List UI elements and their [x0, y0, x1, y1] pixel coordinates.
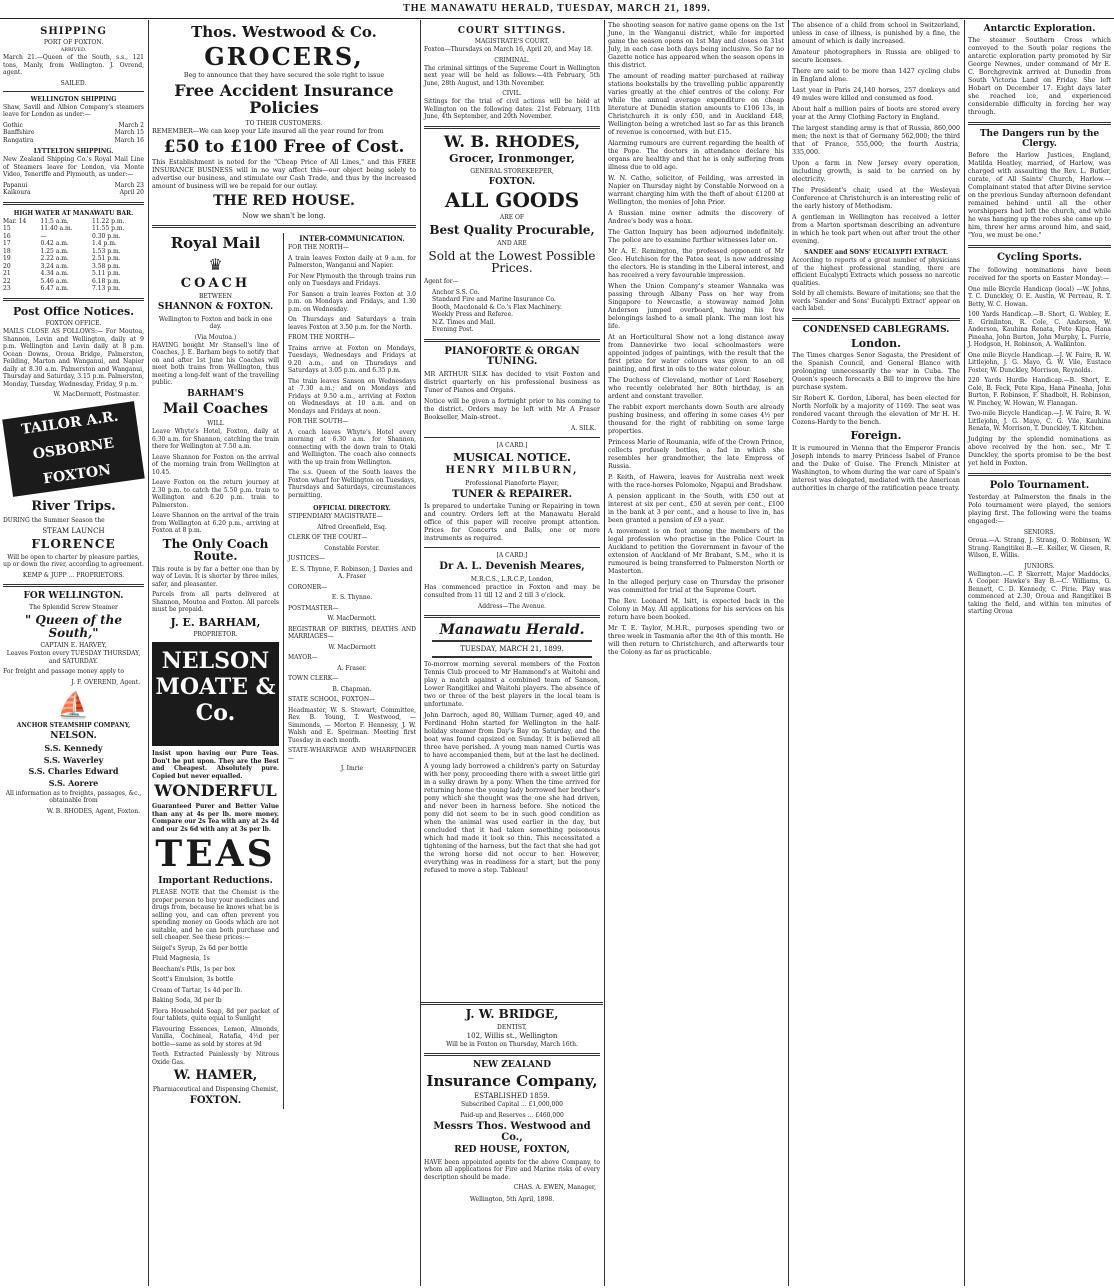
tuner-heading: TUNER & REPAIRER.: [451, 488, 573, 500]
news-paragraph: A gentleman in Wellington has received a letter from a Marton sportsman describing an adventure in which he took part when out after trout the other evening.: [792, 214, 960, 245]
will-label: WILL: [207, 420, 224, 428]
cycling-heading: Cycling Sports.: [996, 252, 1083, 264]
via-moutoa: (Via Moutoa.): [194, 333, 237, 341]
meares-text: Has commenced practice in Foxton and may be consulted from 11 till 12 and 2 till 3 o'clock.: [424, 583, 600, 599]
rhodes-foxton: FOXTON.: [488, 176, 536, 187]
herald-paragraph: John Darroch, aged 80, William Turner, aged 49, and Ferdinand Hohn started for Wellington in the half-holiday steamer from Day's Bay on Saturday, and the boat was found capsized on Sunday. It is believed all three have perished. A young man named Curtis was to have accompanied them, but at the last he declined.: [424, 712, 600, 760]
tide-row: 18 1.25 a.m. 1.53 p.m.: [3, 247, 121, 255]
grocer-ironmonger: Grocer, Ironmonger,: [449, 152, 575, 166]
shipping-heading: SHIPPING: [40, 26, 107, 37]
nz-label: NEW ZEALAND: [472, 1060, 552, 1071]
price-item: Seigel's Syrup, 2s 6d per bottle: [152, 944, 248, 952]
news-paragraph: A Russian mine owner admits the discovery of Andree's body was a hoax.: [608, 210, 784, 225]
foreign-heading: Foreign.: [850, 429, 902, 443]
antarctic-text: The steamer Southern Cross which conveyed to the South polar regions the antarctic exploration party promoted by Sir George Newnes, under command of Mr E. C. Borchgrevink arrived at Dunedin from South Victoria Land on Friday. She left Hobart on December 17. Eight days later she reached ice, and experienced considerable difficulty in forcing her way through.: [968, 37, 1111, 117]
dentist-label: DENTIST,: [497, 1023, 527, 1031]
news-paragraph: Last year in Paris 24,140 horses, 257 donkeys and 49 mules were killed and consumed as food.: [792, 87, 960, 102]
price-item: Flora Household Soap, 8d per packet of four tablets, quite equal to Sunlight: [152, 1007, 279, 1023]
red-house-heading: THE RED HOUSE.: [213, 193, 355, 210]
launch-text: Will be open to charter by pleasure parties, up or down the river, according to agreement.: [3, 553, 144, 569]
ewen-signature: CHAS. A. EWEN, Manager,: [513, 1184, 596, 1192]
meares-address: Address—The Avenue.: [477, 602, 547, 610]
grocers-heading: GROCERS,: [204, 41, 364, 71]
and-are-label: AND ARE: [497, 239, 527, 247]
column-3-lower: [421, 1002, 603, 1286]
tide-row: 16 — 0.30 p.m.: [3, 232, 121, 240]
column-4: [605, 22, 787, 1284]
agency-item: Anchor S.S. Co.: [432, 288, 480, 296]
post-office-text: MAILS CLOSE AS FOLLOWS:— For Moutoa, Shannon, Levin and Wellington, daily at 9 p.m. Wellington and Levin daily at 8 p.m. Ocean Downs, Oroua Bridge, Palmerston, Feilding, Marton and Wanganui, and Napier daily at 8.30 a.m. Palmerston and Wanganui, Thursday and Saturday, 3.15 p.m. Palmerston, Monday, Tuesday, Wednesday, Friday, 9 p.m.: [3, 328, 145, 388]
column-2: Thos. Westwood & Co. GROCERS, Beg to announce that they have secured the sole right to issue Free Accident Insurance Policies TO THEIR CUSTOMERS. REMEMBER—We can keep your Life insured all the year round for from £50 to £100 Free of Cost. This Establishment is noted for the "Cheap Price of All Lines," and this FREE INSURANCE BUSINESS will in no way affect this—our object being solely to advertise our business, and stimulate our Cash Trade, and thus by the increased amount of business will we be repaid for our outlay. THE RED HOUSE. Now we shan't be long. Royal Mail ♛ COACH BETWEEN SHANNON & FOXTON. Wellington to Foxton and back in one day. (Via Moutoa.) HAVING bought Mr Stansell's line of Coaches, J. E. Barham begs to notify that on and after 1st June his Coaches will meet both trains from Wellington, thus meeting a long-felt want of the travelling public. BARHAM'S Mail Coaches WILL Leave Whyte's Hotel, Foxton, daily at 6.30 a.m. for Shannon, catching the train there for Wellington at 7.50 a.m. Leave Shannon for Foxton on the arrival of the morning train from Wellington at 10.45. Leave Foxton on the return journey at 2.30 p.m. to catch the 5.50 p.m. train to Wellington and 6.20 p.m. train to Palmerston. Leave Shannon on the arrival of the train from Wellington at 6.20 p.m., arriving at Foxton at 8 p.m. The Only Coach Route. This route is by far a better one than by way of Levin. It is shorter by three miles, safer, and pleasanter. Parcels from all parts delivered at Shannon, Moutoa and Foxton. All parcels must be prepaid. J. E. BARHAM, PROPRIETOR. NELSON MOATE & Co. Insist upon having our Pure Teas. Don't be put upon. They are the Best and Cheapest. Absolutely pure. Copied but never equalled. WONDERFUL Guaranteed Purer and Better Value than any at 4s per lb. more money. Compare our 2s Tea with any at 2s 4d and our 2s 6d with any at 3s per lb. TEAS Important Reductions. PLEASE NOTE that the Chemist is the proper person to buy your medicines and drugs from, because he knows what he is selling you, and can often prevent you spending money on Goods which are not suitable, and he can both purchase and sell cheaper. See these prices:— Seigel's Syrup, 2s 6d per bottle Fluid Magnesia, 1s Beecham's Pills, 1s per box Scott's Emulsion, 3s bottle Cream of Tartar, 1s 4d per lb. Baking Soda, 3d per lb Flora Household Soap, 8d per packet of four tablets, quite equal to Sunlight Flavouring Essences, Lemon, Almonds, Vanilla, Cochineal, Ratafia, 4½d per bottle—same as sold by stores at 9d Teeth Extracted Painlessly by Nitrous Oxide Gas. W. HAMER, Pharmaceutical and Dispensing Chemist, FOXTON. INTER-COMMUNICATION. FOR THE NORTH— A train leaves Foxton daily at 9 a.m. for Palmerston, Wanganui and Napier. For New Plymouth the through trains run only on Tuesdays and Fridays. For Sanson a train leaves Foxton at 3.0 p.m. on Mondays and Fridays, and 1.30 p.m. on Wednesday. On Thursdays and Saturdays a train leaves Foxton at 3.50 p.m. for the North. FROM THE NORTH— Trains arrive at Foxton on Mondays, Tuesdays, Wednesdays and Fridays at 9.20 a.m., and on Thursdays and Saturdays at 3.05 p.m. and 6.35 p.m. The train leaves Sanson on Wednesdays at 7.30 a.m.; and on Mondays and Fridays at 9.50 a.m., arriving at Foxton on Wednesdays at 10 a.m. and on Mondays and Fridays at noon. FOR THE SOUTH— A coach leaves Whyte's Hotel every morning at 6.30 a.m. for Shannon, connecting with the down train to Otaki and Wellington. The coach also connects with the up train from Wellington. The s.s. Queen of the South leaves the Foxton wharf for Wellington on Tuesdays, Thursdays and Saturdays, circumstances permitting. OFFICIAL DIRECTORY. STIPENDIARY MAGISTRATE— Alfred Greenfield, Esq. CLERK OF THE COURT— Constable Forster. JUSTICES— E. S. Thynne, F. Robinson, J. Davies and A. Fraser CORONER— E. S. Thynne. POSTMASTER— W. MacDermott. REGISTRAR OF BIRTHS, DEATHS AND MARRIAGES— W. MacDermott MAYOR— A. Fraser. TOWN CLERK— B. Chapman. STATE SCHOOL, FOXTON— Headmaster, W. S. Stewart; Committee, Rev. B. Young, T. Westwood, — Simmonds, — Morton F. Hennessy, J. W. Walsh and E. Speirman. Meeting first Tuesday in each month. STATE-WHARFAGE AND WHARFINGER— J. Imrie: [149, 22, 419, 1284]
news-paragraph: Upon a farm in New Jersey every operation, including growth, is said to be carried on by electricity.: [792, 160, 960, 183]
tide-row: 15 11.40 a.m. 11.55 p.m.: [3, 225, 125, 232]
news-paragraph: At an Horticultural Show not a long distance away from Dannevirke two local schoolmasters were appointed judges of paintings, with the result that the first prize for water colours was given to an oil painting, and first in oils to the water colour.: [608, 334, 784, 373]
only-coach-text: This route is by far a better one than by way of Levin. It is shorter by three miles, safer, and pleasanter.: [152, 565, 279, 588]
ship-icon: ⛵: [57, 690, 90, 721]
london-text: The Times charges Senor Sagasta, the President of the Spanish Council, and General Blanco with prolonging unnecessarily the war in Cuba. The Queen's speech forecasts a Bill to improve the hire purchase system.: [792, 352, 960, 392]
civil-heading: CIVIL.: [502, 90, 522, 97]
port-heading: PORT OF FOXTON.: [43, 39, 104, 46]
criminal-heading: CRIMINAL.: [494, 56, 530, 64]
card-label: [A CARD.]: [496, 552, 528, 560]
sailing-row: Kaikoura April 20: [3, 189, 144, 196]
seniors-label: SENIORS.: [1023, 529, 1056, 537]
herald-paragraph: A young lady borrowed a children's party on Saturday with her pony, proceeding there with a sweet little girl in a sulky drawn by a pony. When the time arrived for returning home the young lady borrowed her brother's pony which she thought was the one she had driven, and never been in harness before. She noticed the pony did not seem to be in such good condition as when the animal was used earlier in the day, but concluded that it had taken something poisonous which had made it look so thin. This necessitated a tightening of the harness, but the fact that she had got the wrong horse did not occur to her. However, everything was in readiness for a start, but the pony refused to move a step. Tableau!: [424, 763, 600, 875]
rhodes-heading: W. B. RHODES,: [443, 131, 581, 151]
arrived-text: March 21.—Queen of the South, s.s., 121 tons, Manly, from Wellington. J. Ovrend, agent.: [3, 54, 144, 76]
musical-notice-heading: MUSICAL NOTICE.: [453, 450, 571, 464]
news-paragraph: A pension applicant in the South, with £50 out at interest at six per cent., £50 at seven per cent., £100 in the bank at 3 per cent., and a house to live in, has been granted a pension of £9 a year.: [608, 493, 784, 524]
sandee-text: Sold by all chemists. Beware of imitations; see that the words 'Sander and Sons' Eucalypti Extract' appear on each label.: [792, 290, 960, 312]
captain-name: CAPTAIN E. HARVEY,: [40, 642, 107, 650]
price-item: Baking Soda, 3d per lb: [152, 997, 222, 1005]
lowest-prices: Sold at the Lowest Possible Prices.: [428, 248, 596, 276]
agency-item: Weekly Press and Referee.: [432, 311, 514, 319]
news-paragraph: Alarming rumours are current regarding the health of the Pope. The doctors in attendance declare his organs are healthy and that he is only suffering from illness due to old age.: [608, 140, 784, 171]
agency-item: N.Z. Times and Mail.: [432, 318, 496, 326]
anchor-text: All information as to freights, passages, &c., obtainable from: [5, 789, 142, 805]
price-item: Flavouring Essences, Lemon, Almonds, Vanilla, Cochineal, Ratafia, 4½d per bottle—same as sold by stores at 9d: [152, 1025, 279, 1048]
tide-row: 23 6.47 a.m. 7.13 p.m.: [3, 285, 121, 292]
nelson-label: NELSON.: [50, 730, 97, 741]
tide-table: [3, 218, 144, 293]
tide-row: 20 3.24 a.m. 3.58 p.m.: [3, 262, 121, 270]
tide-row: 21 4.34 a.m. 5.11 p.m.: [3, 270, 121, 277]
only-coach-heading: The Only Coach Route.: [162, 536, 269, 564]
best-quality: Best Quality Procurable,: [429, 223, 595, 238]
tide-row: Mar. 14 11.5 a.m. 11.22 p.m.: [3, 217, 125, 225]
agency-item: Standard Fire and Marine Insurance Co.: [432, 296, 556, 304]
anchor-heading: ANCHOR STEAMSHIP COMPANY,: [16, 721, 131, 729]
antarctic-heading: Antarctic Exploration.: [983, 24, 1096, 34]
shall-not-text: Now we shan't be long.: [242, 212, 326, 221]
nelson-moate-logo: NELSON MOATE & Co.: [152, 642, 279, 746]
coach-time: Leave Shannon on the arrival of the train from Wellington at 6.20 p.m., arriving at Foxton at 8 p.m.: [152, 512, 279, 535]
news-paragraph: The President's chair, used at the Wesleyan Conference at Christchurch is an interesting relic of the early history of Methodism.: [792, 187, 960, 210]
remember-text: REMEMBER—We can keep your Life insured all the year round for from: [152, 127, 384, 135]
messrs-westwood: Messrs Thos. Westwood and Co.,: [433, 1121, 591, 1143]
parcels-text: Parcels from all parts delivered at Shannon, Moutoa and Foxton. All parcels must be prepaid.: [152, 591, 279, 614]
anchor-ship: S.S. Waverley: [43, 754, 104, 765]
insurance-heading: Free Accident Insurance Policies: [174, 80, 394, 117]
news-paragraph: The Duchess of Cleveland, mother of Lord Rosebery, who recently celebrated her 80th birthday, is an ardent and constant traveller.: [608, 377, 784, 400]
news-paragraph: P. Keith, of Hawera, leaves for Australia next week with the race-horses Polomoko, Ngapui and Bradshaw.: [608, 474, 784, 489]
silk-signature: A. SILK.: [570, 424, 596, 432]
sandee-heading: SANDEE and SONS' EUCALYPTI EXTRACT.: [804, 249, 948, 256]
coach-time: Leave Shannon for Foxton on the arrival of the morning train from Wellington at 10.45.: [152, 453, 279, 476]
anchor-ship: S.S. Charles Edward: [28, 766, 119, 777]
anchor-ship: S.S. Aorere: [48, 777, 99, 788]
piano-text: MR ARTHUR SILK has decided to visit Foxton and district quarterly on his professional business as Tuner of Pianos and Organs.: [424, 370, 600, 394]
milburn-sub: Professional Pianoforte Player,: [465, 479, 559, 487]
price-item: Teeth Extracted Painlessly by Nitrous Oxide Gas.: [152, 1051, 279, 1066]
freight-text: For freight and passage money apply to: [3, 668, 124, 676]
for-wellington-heading: FOR WELLINGTON.: [23, 590, 124, 601]
to-customers: TO THEIR CUSTOMERS.: [245, 119, 323, 127]
hamer-name: W. HAMER,: [173, 1068, 258, 1084]
bridge-name: J. W. BRIDGE,: [465, 1007, 559, 1021]
nelson-text: Insist upon having our Pure Teas. Don't be put upon. They are the Best and Cheapest. Absolutely pure. Copied but never equalled.: [152, 750, 279, 780]
between-label: BETWEEN: [199, 293, 232, 301]
kemp-jupp: KEMP & JUPP ... PROPRIETORS.: [22, 571, 125, 579]
westwood-heading: Thos. Westwood & Co.: [191, 23, 377, 41]
post-office-heading: Post Office Notices.: [12, 304, 135, 318]
wonderful-heading: WONDERFUL: [154, 781, 277, 801]
magistrate-heading: MAGISTRATE'S COURT.: [474, 38, 550, 45]
price-item: Beecham's Pills, 1s per box: [152, 965, 236, 973]
cycling-event: 220 Yards Hurdle Handicap.—B. Short, E. Cole, B. Feck, Pete Kipa, Hana Pineaha, John Burton, F. Robinson, F. Shadbolt, H. Robinson, W. Pinchey, W. Howan, W. Flanagan.: [968, 377, 1111, 407]
sailing-row: Banffshire March 15: [3, 129, 144, 136]
price-item: Fluid Magnesia, 1s: [152, 955, 210, 963]
proprietor-label: PROPRIETOR.: [193, 631, 238, 639]
price-item: Cream of Tartar, 1s 4d per lb.: [152, 986, 243, 994]
cycling-event: Two-mile Bicycle Handicap.—J. W. Faire, R. W. Littlejohn, J. G. Mayo, C. G. Vile, Kauhina Renata, W. Morrison, T. Dunckley, T. Kitchen.: [968, 410, 1111, 433]
sailed-label: SAILED.: [60, 79, 87, 87]
news-paragraph: Princess Marie of Roumania, wife of the Crown Prince, collects profusely bottles, a fad in which she resembles her grandmother, the late Empress of Russia.: [608, 439, 784, 470]
news-paragraph: The absence of a child from school in Switzerland, unless in case of illness, is punished by a fine, the amount of which is daily increased.: [792, 22, 960, 45]
tide-row: 22 5.46 a.m. 6.18 p.m.: [3, 277, 121, 285]
splendid-text: The Splendid Screw Steamer: [29, 604, 118, 612]
news-paragraph: About half a million pairs of boots are stored every year at the Army Clothing Factory in England.: [792, 106, 960, 121]
red-house-foxton: RED HOUSE, FOXTON,: [454, 1145, 570, 1156]
news-paragraph: Mr T. E. Taylor, M.H.R., purposes spending two or three week in Tasmania after the 4th of this month. He will then return to Christchurch, and afterwards tour the Colony as far as practicable.: [608, 625, 784, 656]
agency-item: Booth, Macdonald & Co.'s Flax Machinery.: [432, 303, 562, 311]
queen-of-south: " Queen of the South,": [24, 613, 123, 640]
criminal-text: The criminal sittings of the Supreme Court in Wellington next year will be held as follows:—4th February, 5th June, 28th August, and 13th November.: [424, 64, 600, 87]
cycling-note: Judging by the splendid nominations as above received by the hon. sec., Mr T. Dunckley, the sports promise to be the best yet held in Foxton.: [968, 435, 1111, 467]
tide-row: 19 2.22 a.m. 2.51 p.m.: [3, 255, 121, 262]
cycling-event: One mile Bicycle Handicap.—J. W. Faire, R. W. Littlejohn, J. G. Mayo, G. W. Vile, Eustace Foster, W. Dunckley, Morrison, Reynolds.: [968, 351, 1111, 374]
court-text: Foxton—Thursdays on March 16, April 20, and May 18.: [424, 46, 593, 53]
court-heading: COURT SITTINGS.: [457, 26, 567, 36]
inter-communication-heading: INTER-COMMUNICATION.: [299, 234, 405, 244]
news-paragraph: The shooting season for native game opens on the 1st June, in the Wanganui district, while for imported game the season opens on 1st May and closes on 31st July, in each case both days being inclusive. So far no Gazette notice has appeared when the season opens in this district.: [608, 22, 784, 69]
reserve-text: Paid-up and Reserves ... £460,000: [460, 1111, 564, 1119]
tide-heading: HIGH WATER AT MANAWATU BAR.: [13, 209, 134, 217]
coach-time: Leave Whyte's Hotel, Foxton, daily at 6.30 a.m. for Shannon, catching the train there for Wellington at 7.50 a.m.: [152, 428, 279, 451]
hamer-sub: Pharmaceutical and Dispensing Chemist,: [152, 1085, 279, 1093]
river-text: DURING the Summer Season the: [3, 516, 105, 524]
news-paragraph: Mr A. E. Remington, the professed opponent of Mr Geo. Hutchison for the Patea seat, is now addressing the electors. He is standing in the Liberal interest, and has received a very favourable impression.: [608, 248, 784, 279]
post-office-sub: FOXTON OFFICE.: [45, 320, 102, 328]
seniors-text: Oroua.—A. Strang, J. Strang, O. Robinson, W. Strang. Rangitikei B.—E. Keiller, W. Giesen, R. Wilson, E. Willis.: [968, 537, 1111, 560]
overend-signature: J. F. OVEREND, Agent.: [71, 678, 140, 686]
news-paragraph: A movement is on foot among the members of the legal profession who practise in the Police Court in Auckland to petition the Government in favour of the extension of Auckland of Mr Brabant, S.M., who it is rumoured is being transferred to Palmerston North or Masterton.: [608, 528, 784, 575]
river-trips-heading: River Trips.: [31, 499, 116, 515]
hamer-foxton: FOXTON.: [189, 1094, 242, 1106]
column-5: [789, 22, 963, 1284]
sailing-row: Papanui March 23: [3, 181, 144, 189]
shannon-foxton: SHANNON & FOXTON.: [157, 302, 274, 313]
establishment-text: This Establishment is noted for the "Cheap Price of All Lines," and this FREE INSURANCE BUSINESS will in no way affect this—our object being solely to advertise our business, and stimulate our Cash Trade, and thus by the increased amount of business will we be repaid for our outlay.: [152, 159, 416, 191]
news-paragraph: In the alleged perjury case on Thursday the prisoner was committed for trial at the Supreme Court.: [608, 579, 784, 594]
grocers-text: Beg to announce that they have secured the sole right to issue: [183, 71, 385, 79]
wellington-date: Wellington, 5th April, 1898.: [469, 1196, 555, 1204]
important-heading: Important Reductions.: [158, 875, 273, 886]
important-text: PLEASE NOTE that the Chemist is the proper person to buy your medicines and drugs from, because he knows what he is selling you, and can often prevent you spending money on Goods which are not suitable, and he can both purchase and sell cheaper. See these prices:—: [152, 889, 279, 942]
news-paragraph: The Rev. Leonard M. Isitt, is expected back in the Colony in May. All applications for his services on his return have been booked.: [608, 598, 784, 621]
column-6: [965, 22, 1114, 1284]
wellington-shipping-heading: WELLINGTON SHIPPING: [30, 95, 117, 103]
agent-for-label: Agent for—: [424, 278, 459, 286]
launch-name: FLORENCE: [31, 537, 116, 552]
royal-mail-heading: Royal Mail: [170, 234, 261, 253]
anchor-ship: S.S. Kennedy: [44, 743, 103, 754]
juniors-label: JUNIORS.: [1024, 562, 1055, 570]
herald-date: TUESDAY, MARCH 21, 1899.: [460, 645, 564, 654]
lyttelton-heading: LYTTELTON SHIPPING.: [33, 148, 114, 155]
crown-icon: ♛: [208, 254, 223, 274]
tailor-logo: TAILOR A.R. OSBORNE FOXTON: [2, 401, 145, 497]
established-label: ESTABLISHED 1859.: [474, 1092, 550, 1101]
postmaster-signature: W. MacDermott, Postmaster.: [53, 391, 140, 399]
card-label: [A CARD.]: [496, 441, 528, 449]
sandee-text: According to reports of a great number of physicians of the highest professional standing, there are efficient Eucalypti Extracts which possess no narcotic qualities.: [792, 257, 960, 287]
milburn-name: HENRY MILBURN,: [445, 465, 579, 477]
coach-time: Leave Foxton on the return journey at 2.30 p.m. to catch the 5.50 p.m. train to Wellington and 6.20 p.m. train to Palmerston.: [152, 479, 279, 509]
coach-text: Wellington to Foxton and back in one day.: [158, 315, 273, 331]
bridge-address: 102, Willis st., Wellington: [466, 1031, 558, 1040]
agency-item: Evening Post.: [432, 326, 474, 334]
polo-heading: Polo Tournament.: [989, 479, 1090, 491]
teas-heading: TEAS: [155, 833, 276, 876]
having-text: HAVING bought Mr Stansell's line of Coaches, J. E. Barham begs to notify that on and after 1st June his Coaches will meet both trains from Wellington, thus meeting a long-felt want of the travelling public.: [152, 341, 279, 387]
general-storekeeper: GENERAL STOREKEEPER,: [470, 167, 554, 175]
leaves-text: Leaves Foxton every TUESDAY THURSDAY, and SATURDAY.: [6, 650, 141, 665]
cycling-text: The following nominations have been received for the sports on Easter Monday:—: [968, 266, 1111, 282]
price-item: Scott's Emulsion, 3s bottle: [152, 976, 234, 984]
bridge-text: Will be in Foxton on Thursday, March 16th.: [446, 1040, 578, 1048]
all-goods-heading: ALL GOODS: [444, 188, 580, 213]
launch-label: STEAM LAUNCH: [42, 527, 105, 536]
news-paragraph: The largest standing army is that of Russia, 860,000 men; the next is that of Germany 562,000; the third that of France, 555,000; the fourth Austria, 335,000.: [792, 125, 960, 156]
news-paragraph: Amateur photographers in Russia are obliged to secure licenses.: [792, 49, 960, 64]
news-paragraph: The rabbit export merchants down South are already pushing business, and offering in some cases 4½ per thousand for the right of rabbiting on some large properties.: [608, 404, 784, 435]
london-text: Sir Robert K. Gordon, Liberal, has been elected for North Norfolk by a majority of 1169. The seat was rendered vacant through the elevation of Mr H. H. Cozens-Hardy to the bench.: [792, 395, 960, 427]
capital-text: Subscribed Capital ... £1,000,000: [461, 1101, 563, 1109]
barham-name: J. E. BARHAM,: [170, 615, 261, 629]
london-heading: London.: [851, 336, 901, 350]
are-of-label: ARE OF: [499, 214, 525, 222]
mail-coaches-heading: Mail Coaches: [162, 401, 269, 418]
news-paragraph: The amount of reading matter purchased at railway stations bookstalls by the travelling public apparently varies greatly at the chief centres of the colony. For while the annual average expenditure on cheap literature at Dunedin station amounts to £106 13s, in Christchurch it is only £50, and in Auckland £48, Wellington being a wretched last so far as this branch of revenue is concerned, with but £15.: [608, 73, 784, 136]
column-1: SHIPPING PORT OF FOXTON. ARRIVED. March 21.—Queen of the South, s.s., 121 tons, Manly, from Wellington. J. Ovrend, agent. SAILED. WELLINGTON SHIPPING Shaw, Savill and Albion Company's steamers leave for London as under:— Gothic March 2 Banffshire March 15 Rangatira March 16 LYTTELTON SHIPPING. New Zealand Shipping Co.'s Royal Mail Line of Steamers leave for London, via Monte Video, Teneriffe and Plymouth, as under:— Papanui March 23 Kaikoura April 20 HIGH WATER AT MANAWATU BAR. Mar. 14 11.5 a.m. 11.22 p.m. 15 11.40 a.m. 11.55 p.m. 16 — 0.30 p.m. 17 0.42 a.m. 1.4 p.m. 18 1.25 a.m. 1.53 p.m. 19 2.22 a.m. 2.51 p.m. 20 3.24 a.m. 3.58 p.m. 21 4.34 a.m. 5.11 p.m. 22 5.46 a.m. 6.18 p.m. 23 6.47 a.m. 7.13 p.m. Post Office Notices. FOXTON OFFICE. MAILS CLOSE AS FOLLOWS:— For Moutoa, Shannon, Levin and Wellington, daily at 9 p.m. Wellington and Levin daily at 8 p.m. Ocean Downs, Oroua Bridge, Palmerston, Feilding, Marton and Wanganui, and Napier daily at 8.30 a.m. Palmerston and Wanganui, Thursday and Saturday, 3.15 p.m. Palmerston, Monday, Tuesday, Wednesday, Friday, 9 p.m. W. MacDermott, Postmaster. TAILOR A.R. OSBORNE FOXTON River Trips. DURING the Summer Season the STEAM LAUNCH FLORENCE Will be open to charter by pleasure parties, up or down the river, according to agreement. KEMP & JUPP ... PROPRIETORS. FOR WELLINGTON. The Splendid Screw Steamer " Queen of the South," CAPTAIN E. HARVEY, Leaves Foxton every TUESDAY THURSDAY, and SATURDAY. For freight and passage money apply to J. F. OVEREND, Agent. ⛵ ANCHOR STEAMSHIP COMPANY, NELSON. S.S. Kennedy S.S. Waverley S.S. Charles Edward S.S. Aorere All information as to freights, passages, &c., obtainable from W. B. RHODES, Agent, Foxton.: [3, 26, 145, 815]
insurance-company-heading: Insurance Company,: [426, 1071, 598, 1090]
polo-text: Yesterday at Palmerston the finals in the Polo tournament were played, the seniors playing first. The following were the teams engaged:—: [968, 494, 1111, 526]
coach-heading: COACH: [180, 275, 251, 291]
meares-sub: M.R.C.S., L.R.C.P., London,: [470, 575, 554, 583]
juniors-text: Wellington.—C. P. Skerrett, Major Maddocks, A Cooper. Hawke's Bay B.—C. Williams, G. Bennett, C. D. Kennedy, C. Pirie. Play was commenced at 2.30, Oroua and Rangitikei B taking the field, and within ten minutes of starting Oroua: [968, 570, 1111, 616]
sailing-row: Gothic March 2: [3, 121, 144, 129]
herald-title: Manawatu Herald.: [439, 621, 585, 638]
amount-heading: £50 to £100 Free of Cost.: [163, 136, 405, 157]
meares-name: Dr A. L. Devenish Meares,: [439, 561, 585, 573]
cycling-event: One mile Bicycle Handicap (local) —W. Johns, T. C. Dunckley, O. E. Austin, W. Perreau, R. T. Betty, W. C. Howan.: [968, 285, 1111, 308]
wellington-shipping-text: Shaw, Savill and Albion Company's steamers leave for London as under:—: [3, 103, 144, 118]
wonderful-text: Guaranteed Purer and Better Value than any at 4s per lb. more money. Compare our 2s Tea with any at 2s 4d and our 2s 6d with any at 3s per lb.: [152, 803, 279, 833]
barhams-label: BARHAM'S: [187, 388, 244, 399]
lyttelton-text: New Zealand Shipping Co.'s Royal Mail Line of Steamers leave for London, via Monte Video, Teneriffe and Plymouth, as under:—: [3, 156, 144, 178]
cablegrams-heading: CONDENSED CABLEGRAMS.: [802, 324, 950, 335]
tide-row: 17 0.42 a.m. 1.4 p.m.: [3, 240, 117, 247]
news-paragraph: When the Union Company's steamer Wannaka was passing through Albany Pass on her way from Singapore to Newcastle, a stowaway named John Anderson jumped overboard, having his few belongings lashed to a small plank. The man lost his life.: [608, 283, 784, 330]
masthead: THE MANAWATU HERALD, TUESDAY, MARCH 21, 1899.: [0, 0, 1114, 19]
herald-paragraph: To-morrow morning several members of the Foxton Tennis Club proceed to Mr Hammond's at Waitohi and play a match against a combined team of Sanson, Lower Rangitikei and Waitohi players. The absence of two or three of the best players in the local team is unfortunate.: [424, 661, 600, 709]
foreign-text: It is rumoured in Vienna that the Emperor Francis Joseph intends to marry Princess Isabel of France and the Duke of Guise. The French Minister at Washington, to whom during the war care of Spain's interest was delegated, mediated with the American authorities in charge of the ratification peace treaty.: [792, 445, 960, 493]
dangers-heading: The Dangers run by the Clergy.: [979, 129, 1100, 149]
news-paragraph: The Gatton Inquiry has been adjourned indefinitely. The police are to examine further witnesses later on.: [608, 229, 784, 244]
rhodes-agent: W. B. RHODES, Agent, Foxton.: [46, 807, 140, 815]
news-paragraph: There are said to be more than 1427 cycling clubs in England alone.: [792, 68, 960, 83]
milburn-text: Is prepared to undertake Tuning or Repairing in town and country. Orders left at the Manawatu Herald office of this paper will receive prompt attention. Prices for Concerts and Balls, one or more instruments as required.: [424, 503, 600, 543]
civil-text: Sittings for the trial of civil actions will be held at Wellington on the following dates: 21st February, 11th June, 4th September, and 20th November.: [424, 98, 600, 120]
piano-heading: PIANOFORTE & ORGAN TUNING.: [444, 345, 580, 368]
cycling-event: 100 Yards Handicap.—B. Short, G. Webley, E. E. Grinlinton, R. Cole, C. Anderson, W. Anderson, Kauhina Renata, Pete Kipa, Hana Pineaha, John Burton, John Murphy, L. Furrie, J. Hodgson, H. Robinson, A. Walkinton.: [968, 311, 1111, 349]
insurance-text: HAVE been appointed agents for the above Company, to whom all applications for Fire and Marine risks of every description should be made.: [424, 1158, 600, 1181]
sailing-row: Rangatira March 16: [3, 136, 144, 144]
news-paragraph: W. N. Catho, solicitor, of Feilding, was arrested in Napier on Thursday night by Constable Norwood on a warrant charging him with the theft of about £1200 at Wellington, the monies of John Prior.: [608, 175, 784, 206]
dangers-text: Before the Harlow Justices, England, Matilda Heatley, married, of Harlow, was charged with assaulting the Rev. L. Butler, curate, of All Saints' Church, Harlow.—Complainant stated that after Divine service on the previous Sunday afternoon defendant remained behind until all the other worshippers had left the church, and while he was hanging up the robes she came up to him, threw her arms around him, and said, "You, we must be one.": [968, 152, 1111, 240]
piano-notice: Notice will be given a fortnight prior to his coming to the district. Orders may be left with Mr A Fraser Bookseller, Main-street.: [424, 397, 600, 421]
